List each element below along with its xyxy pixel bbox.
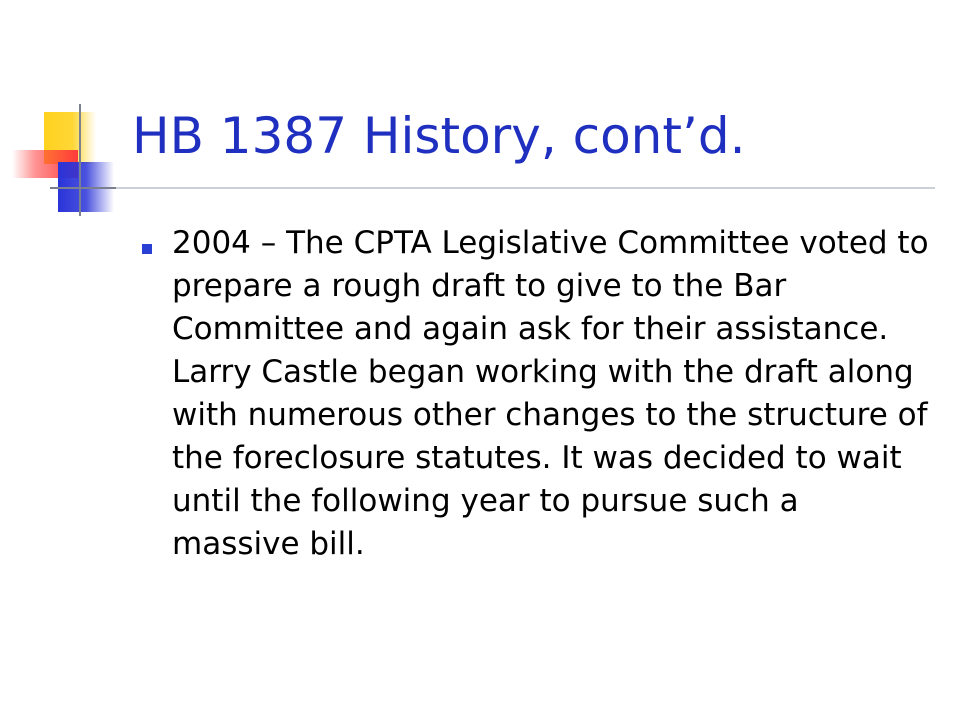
bullet-item: [142, 222, 932, 566]
slide-title: HB 1387 History, cont’d.: [132, 107, 746, 165]
bullet-list: [142, 222, 932, 566]
bullet-text: 2004 – The CPTA Legislative Committee voted to prepare a rough draft to give to the Bar Committee and again ask for their assistance. Larry Castle began working with the draft along with numerous other changes to the structure of the foreclosure statutes. It was decided to wait until the following year to pursue such a massive bill.: [172, 225, 929, 562]
square-bullet-icon: [142, 244, 152, 254]
